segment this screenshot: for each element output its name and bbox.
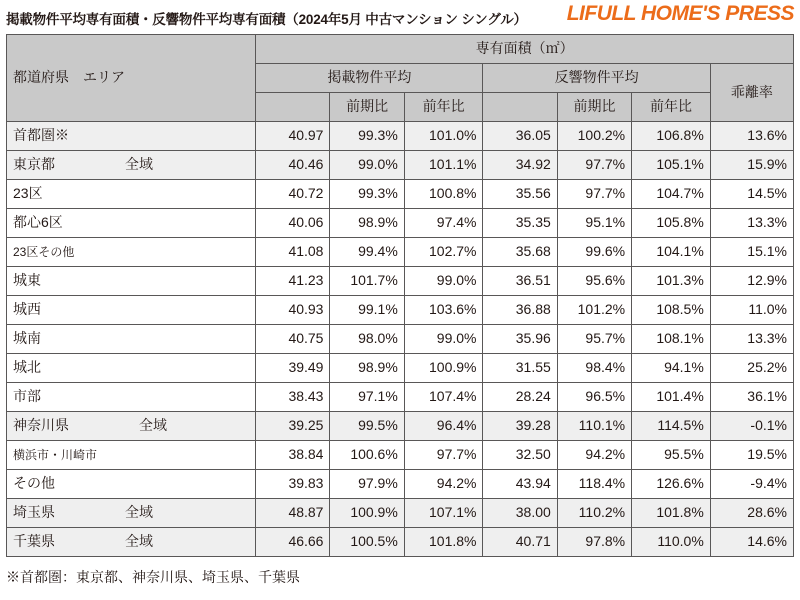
cell-response-yoy: 114.5% <box>632 412 711 441</box>
cell-listed-qoq: 97.1% <box>330 383 404 412</box>
cell-listed-yoy: 107.4% <box>404 383 483 412</box>
cell-listed-avg: 40.72 <box>256 180 330 209</box>
row-area-spacer <box>69 417 167 433</box>
cell-response-yoy: 126.6% <box>632 470 711 499</box>
row-area-spacer <box>55 504 153 520</box>
row-label <box>7 296 256 325</box>
cell-divergence: 15.9% <box>710 151 793 180</box>
cell-response-yoy: 104.7% <box>632 180 711 209</box>
table-row <box>7 151 794 180</box>
cell-response-qoq: 95.7% <box>557 325 631 354</box>
cell-response-qoq: 99.6% <box>557 238 631 267</box>
cell-response-qoq: 97.7% <box>557 151 631 180</box>
cell-response-yoy: 108.5% <box>632 296 711 325</box>
cell-response-avg: 35.56 <box>483 180 557 209</box>
cell-response-yoy: 105.8% <box>632 209 711 238</box>
row-label <box>7 151 256 180</box>
cell-listed-qoq: 99.5% <box>330 412 404 441</box>
cell-response-qoq: 110.1% <box>557 412 631 441</box>
data-table <box>6 34 794 557</box>
row-label <box>7 412 256 441</box>
table-footnote: ※首都圏：東京都、神奈川県、埼玉県、千葉県 <box>6 569 300 585</box>
table-header <box>7 35 794 122</box>
row-area-spacer <box>55 533 153 549</box>
cell-listed-avg: 40.93 <box>256 296 330 325</box>
row-label <box>7 441 256 470</box>
column-header-response-yoy: 前年比 <box>632 93 711 122</box>
cell-listed-yoy: 101.1% <box>404 151 483 180</box>
cell-divergence: 15.1% <box>710 238 793 267</box>
cell-response-yoy: 101.4% <box>632 383 711 412</box>
cell-listed-qoq: 97.9% <box>330 470 404 499</box>
cell-listed-yoy: 99.0% <box>404 325 483 354</box>
cell-response-qoq: 118.4% <box>557 470 631 499</box>
cell-listed-qoq: 99.3% <box>330 122 404 151</box>
cell-response-qoq: 97.7% <box>557 180 631 209</box>
cell-response-qoq: 95.6% <box>557 267 631 296</box>
table-row <box>7 238 794 267</box>
cell-listed-qoq: 99.4% <box>330 238 404 267</box>
cell-response-avg: 35.96 <box>483 325 557 354</box>
cell-response-qoq: 100.2% <box>557 122 631 151</box>
cell-listed-yoy: 100.8% <box>404 180 483 209</box>
cell-listed-yoy: 107.1% <box>404 499 483 528</box>
cell-divergence: 13.3% <box>710 209 793 238</box>
page-title: 掲載物件平均専有面積・反響物件平均専有面積（2024年5月 中古マンション シングル） <box>6 12 527 27</box>
cell-response-qoq: 110.2% <box>557 499 631 528</box>
column-header-region: 都道府県 エリア <box>7 35 256 122</box>
cell-response-avg: 36.05 <box>483 122 557 151</box>
cell-listed-avg: 40.75 <box>256 325 330 354</box>
row-area: 城東 <box>13 272 41 289</box>
cell-listed-avg: 39.83 <box>256 470 330 499</box>
cell-listed-qoq: 99.3% <box>330 180 404 209</box>
cell-listed-qoq: 100.6% <box>330 441 404 470</box>
cell-listed-qoq: 98.0% <box>330 325 404 354</box>
cell-listed-avg: 38.84 <box>256 441 330 470</box>
column-header-listed-qoq: 前期比 <box>330 93 404 122</box>
column-header-listed-avg <box>256 93 330 122</box>
cell-listed-yoy: 103.6% <box>404 296 483 325</box>
cell-response-qoq: 96.5% <box>557 383 631 412</box>
cell-listed-qoq: 98.9% <box>330 209 404 238</box>
page-header <box>0 0 800 34</box>
table-row <box>7 528 794 557</box>
cell-listed-qoq: 100.9% <box>330 499 404 528</box>
cell-response-avg: 43.94 <box>483 470 557 499</box>
cell-response-yoy: 95.5% <box>632 441 711 470</box>
row-prefecture: 埼玉県 <box>13 504 55 521</box>
cell-response-avg: 28.24 <box>483 383 557 412</box>
column-header-response-group: 反響物件平均 <box>483 64 710 93</box>
row-prefecture: 東京都 <box>13 156 55 173</box>
cell-listed-avg: 39.49 <box>256 354 330 383</box>
cell-listed-qoq: 99.0% <box>330 151 404 180</box>
row-area-spacer <box>55 156 153 172</box>
table-body <box>7 122 794 557</box>
row-label <box>7 354 256 383</box>
cell-listed-yoy: 94.2% <box>404 470 483 499</box>
row-area: 全域 <box>125 533 153 550</box>
cell-listed-avg: 46.66 <box>256 528 330 557</box>
cell-response-yoy: 104.1% <box>632 238 711 267</box>
row-prefecture: 首都圏※ <box>13 127 69 144</box>
cell-divergence: 12.9% <box>710 267 793 296</box>
row-label <box>7 499 256 528</box>
cell-response-qoq: 101.2% <box>557 296 631 325</box>
table-row <box>7 267 794 296</box>
cell-response-avg: 35.68 <box>483 238 557 267</box>
column-header-divergence: 乖離率 <box>710 64 793 122</box>
cell-listed-avg: 48.87 <box>256 499 330 528</box>
column-header-response-avg <box>483 93 557 122</box>
table-row <box>7 470 794 499</box>
cell-listed-qoq: 101.7% <box>330 267 404 296</box>
cell-response-qoq: 97.8% <box>557 528 631 557</box>
table-row <box>7 122 794 151</box>
column-header-listed-yoy: 前年比 <box>404 93 483 122</box>
cell-listed-avg: 41.08 <box>256 238 330 267</box>
cell-response-yoy: 105.1% <box>632 151 711 180</box>
cell-listed-qoq: 98.9% <box>330 354 404 383</box>
cell-response-avg: 35.35 <box>483 209 557 238</box>
cell-divergence: 11.0% <box>710 296 793 325</box>
cell-divergence: 14.5% <box>710 180 793 209</box>
cell-response-qoq: 98.4% <box>557 354 631 383</box>
row-prefecture: 神奈川県 <box>13 417 69 434</box>
cell-divergence: -9.4% <box>710 470 793 499</box>
table-row <box>7 296 794 325</box>
cell-response-avg: 31.55 <box>483 354 557 383</box>
table-row <box>7 209 794 238</box>
row-label <box>7 325 256 354</box>
cell-divergence: 13.6% <box>710 122 793 151</box>
table-row <box>7 412 794 441</box>
cell-listed-yoy: 101.8% <box>404 528 483 557</box>
row-area: 城西 <box>13 301 41 318</box>
row-area: 全域 <box>125 504 153 521</box>
cell-listed-yoy: 100.9% <box>404 354 483 383</box>
row-area: 23区 <box>13 185 43 202</box>
cell-divergence: 36.1% <box>710 383 793 412</box>
cell-response-avg: 36.51 <box>483 267 557 296</box>
cell-listed-avg: 38.43 <box>256 383 330 412</box>
cell-listed-qoq: 100.5% <box>330 528 404 557</box>
row-label <box>7 267 256 296</box>
cell-listed-yoy: 96.4% <box>404 412 483 441</box>
row-label <box>7 180 256 209</box>
row-label <box>7 209 256 238</box>
cell-listed-avg: 41.23 <box>256 267 330 296</box>
row-area: 23区その他 <box>13 245 75 260</box>
cell-response-avg: 32.50 <box>483 441 557 470</box>
row-area: 全域 <box>139 417 167 434</box>
row-area: 横浜市・川崎市 <box>13 448 98 463</box>
cell-response-avg: 34.92 <box>483 151 557 180</box>
cell-response-yoy: 94.1% <box>632 354 711 383</box>
cell-response-yoy: 101.3% <box>632 267 711 296</box>
cell-listed-yoy: 101.0% <box>404 122 483 151</box>
cell-divergence: 13.3% <box>710 325 793 354</box>
cell-divergence: 28.6% <box>710 499 793 528</box>
table-row <box>7 441 794 470</box>
cell-listed-yoy: 97.7% <box>404 441 483 470</box>
cell-response-yoy: 110.0% <box>632 528 711 557</box>
row-area: 市部 <box>13 388 41 405</box>
cell-listed-avg: 40.46 <box>256 151 330 180</box>
row-area: その他 <box>13 475 55 492</box>
column-header-area-group: 専有面積（㎡） <box>256 35 794 64</box>
table-row <box>7 499 794 528</box>
cell-response-avg: 40.71 <box>483 528 557 557</box>
cell-listed-yoy: 102.7% <box>404 238 483 267</box>
row-label <box>7 470 256 499</box>
cell-response-yoy: 108.1% <box>632 325 711 354</box>
row-area: 城南 <box>13 330 41 347</box>
cell-listed-yoy: 99.0% <box>404 267 483 296</box>
cell-listed-avg: 40.97 <box>256 122 330 151</box>
row-area: 城北 <box>13 359 41 376</box>
row-label <box>7 238 256 267</box>
cell-response-avg: 39.28 <box>483 412 557 441</box>
cell-divergence: -0.1% <box>710 412 793 441</box>
cell-response-avg: 36.88 <box>483 296 557 325</box>
cell-response-yoy: 101.8% <box>632 499 711 528</box>
column-header-listed-group: 掲載物件平均 <box>256 64 483 93</box>
cell-divergence: 19.5% <box>710 441 793 470</box>
cell-response-qoq: 95.1% <box>557 209 631 238</box>
cell-response-yoy: 106.8% <box>632 122 711 151</box>
table-header-row-1 <box>7 35 794 64</box>
cell-divergence: 14.6% <box>710 528 793 557</box>
cell-response-avg: 38.00 <box>483 499 557 528</box>
table-row <box>7 325 794 354</box>
row-label <box>7 528 256 557</box>
column-header-response-qoq: 前期比 <box>557 93 631 122</box>
table-row <box>7 180 794 209</box>
brand-logo: LIFULL HOME'S PRESS <box>566 2 794 25</box>
cell-listed-qoq: 99.1% <box>330 296 404 325</box>
cell-listed-avg: 39.25 <box>256 412 330 441</box>
row-area: 全域 <box>125 156 153 173</box>
row-label <box>7 383 256 412</box>
cell-divergence: 25.2% <box>710 354 793 383</box>
row-prefecture: 千葉県 <box>13 533 55 550</box>
table-row <box>7 383 794 412</box>
cell-listed-yoy: 97.4% <box>404 209 483 238</box>
cell-response-qoq: 94.2% <box>557 441 631 470</box>
cell-listed-avg: 40.06 <box>256 209 330 238</box>
row-area: 都心6区 <box>13 214 63 231</box>
row-label <box>7 122 256 151</box>
table-row <box>7 354 794 383</box>
